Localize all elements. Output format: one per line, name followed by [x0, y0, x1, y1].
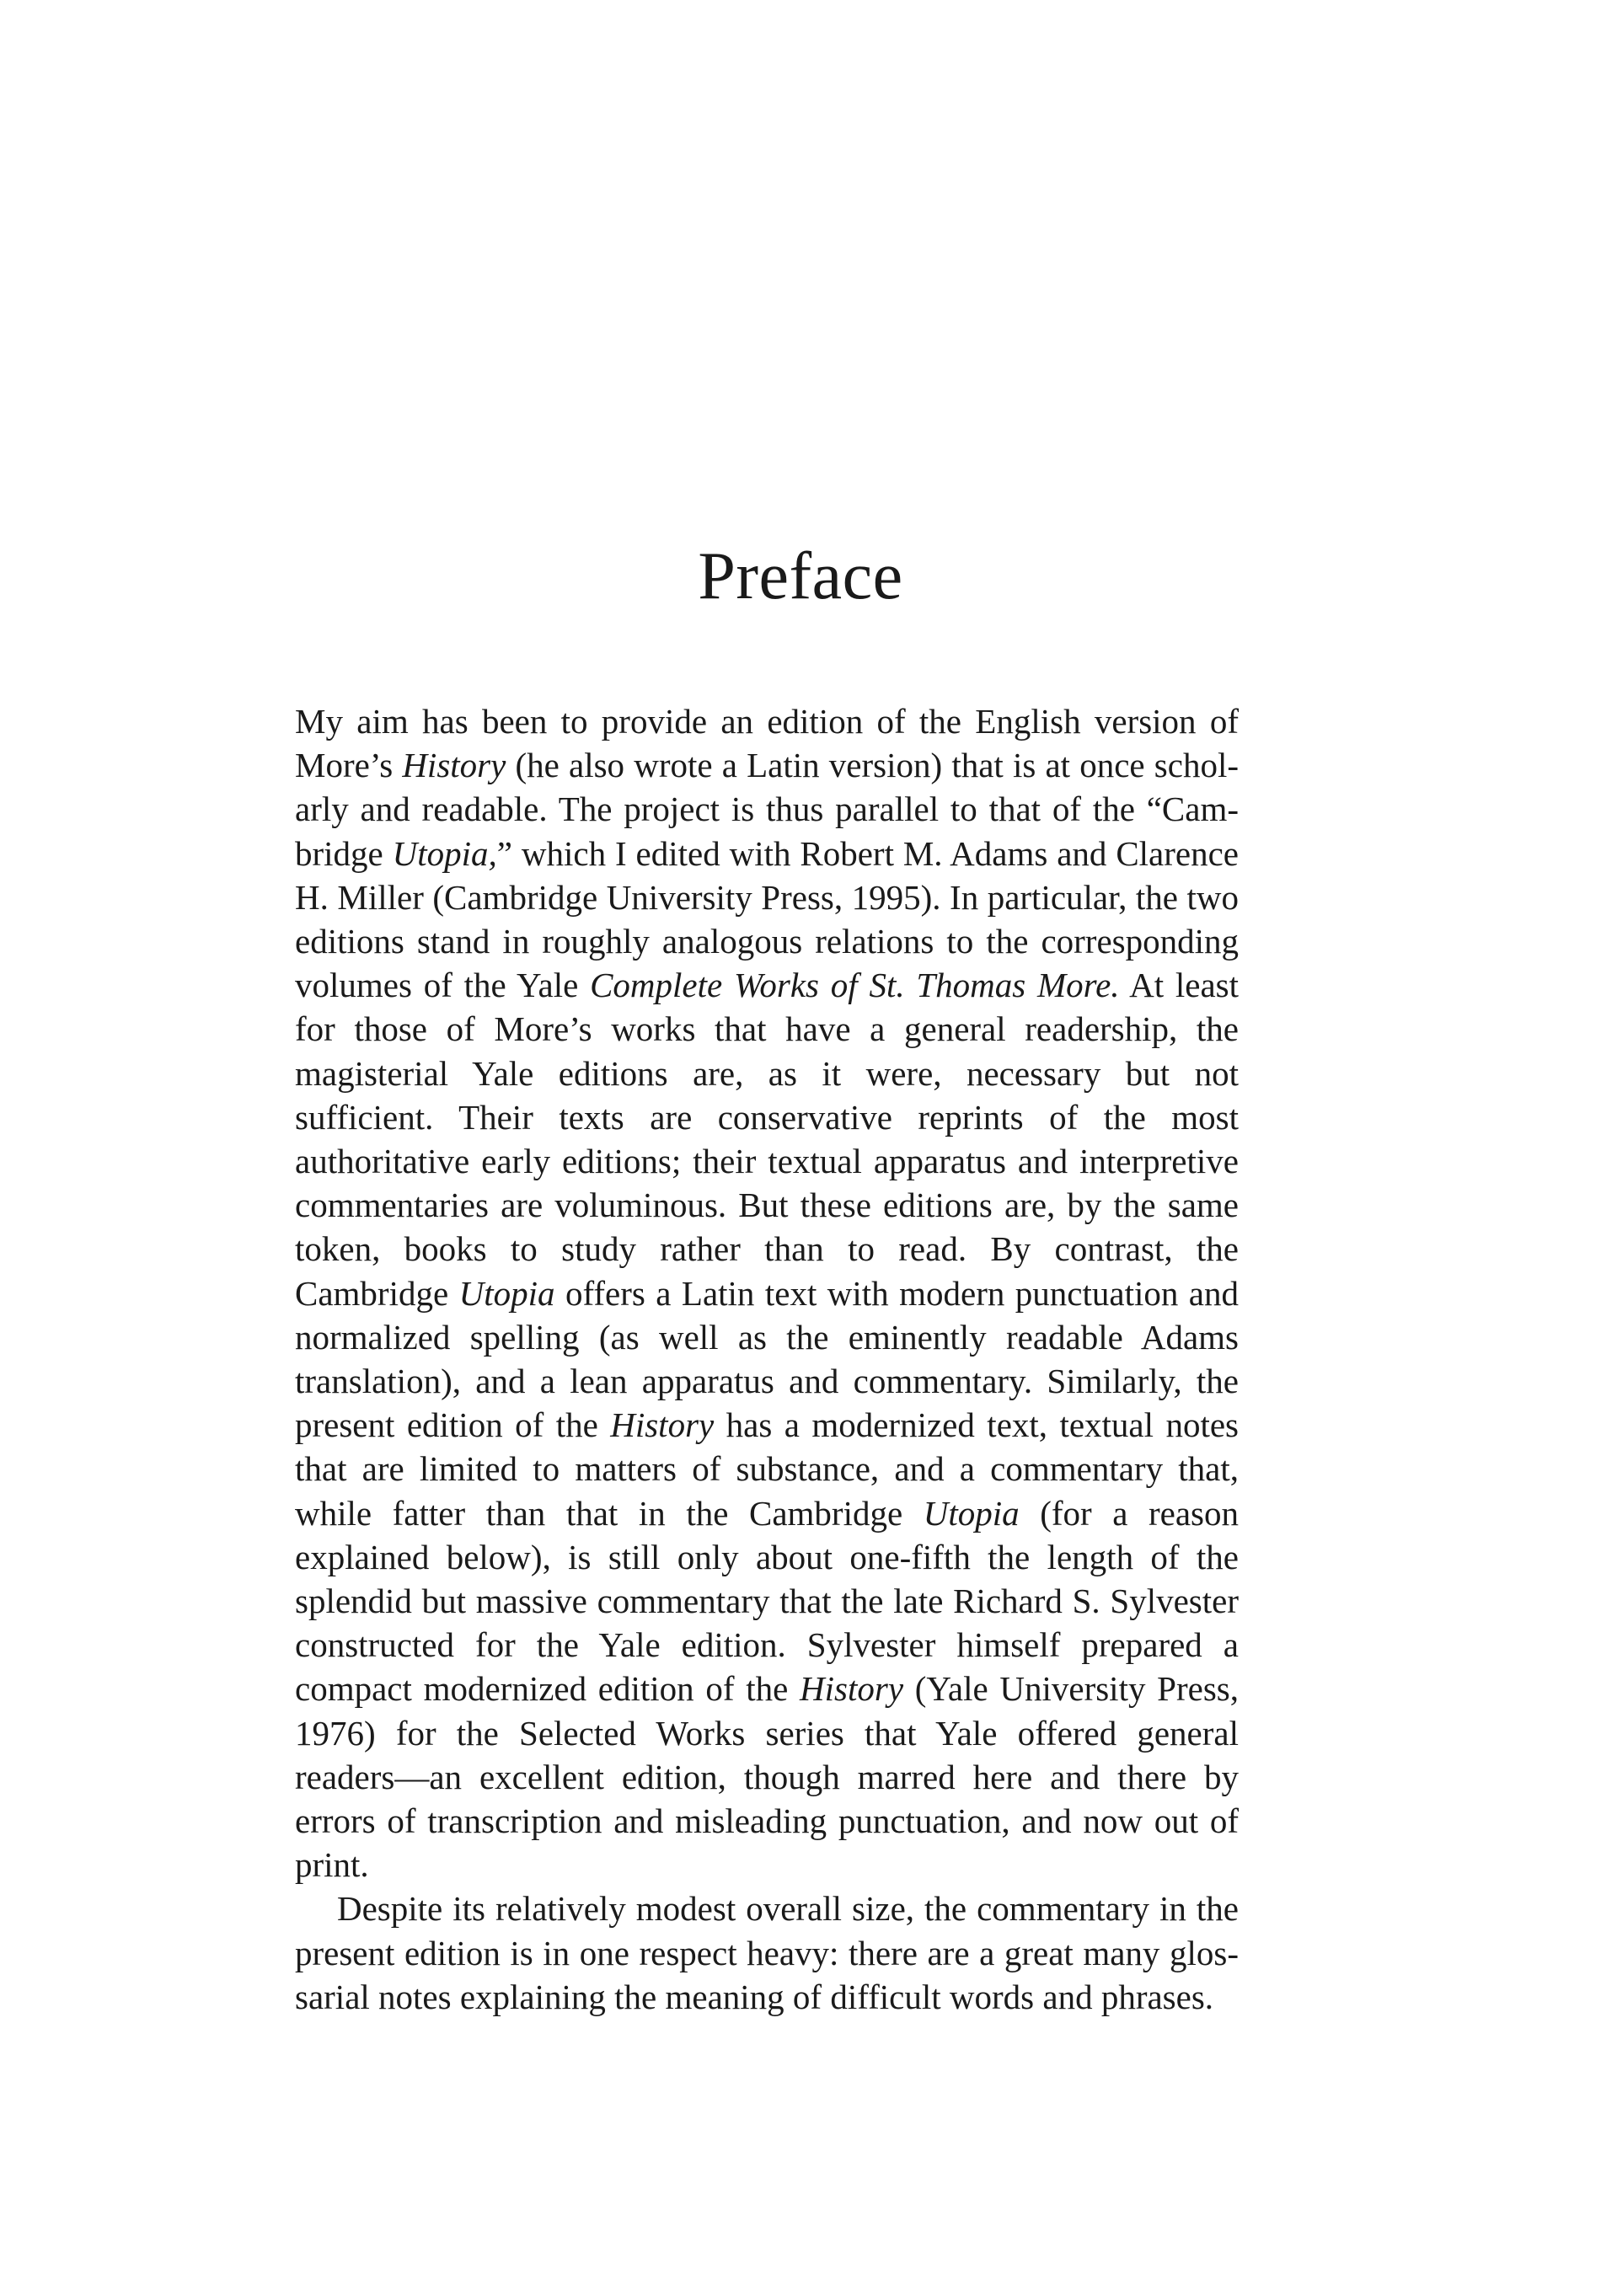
text-run: (he also wrote a Latin version) that is at once scholarly and readable. The project is thus parallel to that of the “Cambridge [295, 746, 1239, 873]
italic-text: History [800, 1669, 904, 1709]
text-run: Despite its relatively modest overall size, the commentary in the present edition is in one respect heavy: there are a great many glossarial notes explaining the meaning of difficult words and phrases. [295, 1889, 1239, 2016]
text-run: My aim has been to provide an edition of the English version of More’s [295, 702, 1239, 785]
italic-text: Complete Works of St. Thomas More. [590, 966, 1120, 1005]
italic-text: Utopia [458, 1273, 555, 1313]
text-run: has a modernized text, textual notes that are limited to matters of substance, and a commentary that, while fatter than that in the Cambridge [295, 1405, 1239, 1533]
italic-text: Utopia, [392, 833, 497, 873]
text-run: ” which I edited with Robert M. Adams and Clarence H. Miller (Cambridge University Press, 1995). In particular, the two editions stand in roughly analogous relations to the corresponding volumes of the Yale [295, 833, 1239, 1005]
italic-text: History [610, 1405, 715, 1445]
text-run: At least for those of More’s works that have a general readership, the magisterial Yale editions are, as it were, necessary but not sufficient. Their texts are conservative reprints of the most authoritative early editions; their textual apparatus and interpretive commentaries are voluminous. But these editions are, by the same token, books to study rather than to read. By contrast, the Cambridge [295, 966, 1239, 1313]
page-title: Preface [698, 539, 903, 613]
paragraph [295, 1887, 1239, 2019]
italic-text: Utopia [923, 1493, 1020, 1533]
italic-text: History [402, 746, 506, 785]
text-run: (for a reason explained below), is still only about one-fifth the length of the splendid but massive commentary that the late Richard S. Sylvester constructed for the Yale edition. Sylvester himself prepared a compact modernized edition of the [295, 1493, 1239, 1709]
paragraph [295, 699, 1239, 1887]
text-run: (Yale University Press, 1976) for the Selected Works series that Yale offered general readers—an excellent edition, though marred here and there by errors of transcription and misleading punctuation, and now out of print. [295, 1669, 1239, 1885]
text-run: offers a Latin text with modern punctuation and normalized spelling (as well as the eminently readable Adams translation), and a lean apparatus and commentary. Similarly, the present edition of the [295, 1273, 1239, 1445]
body-text [295, 699, 1239, 2019]
